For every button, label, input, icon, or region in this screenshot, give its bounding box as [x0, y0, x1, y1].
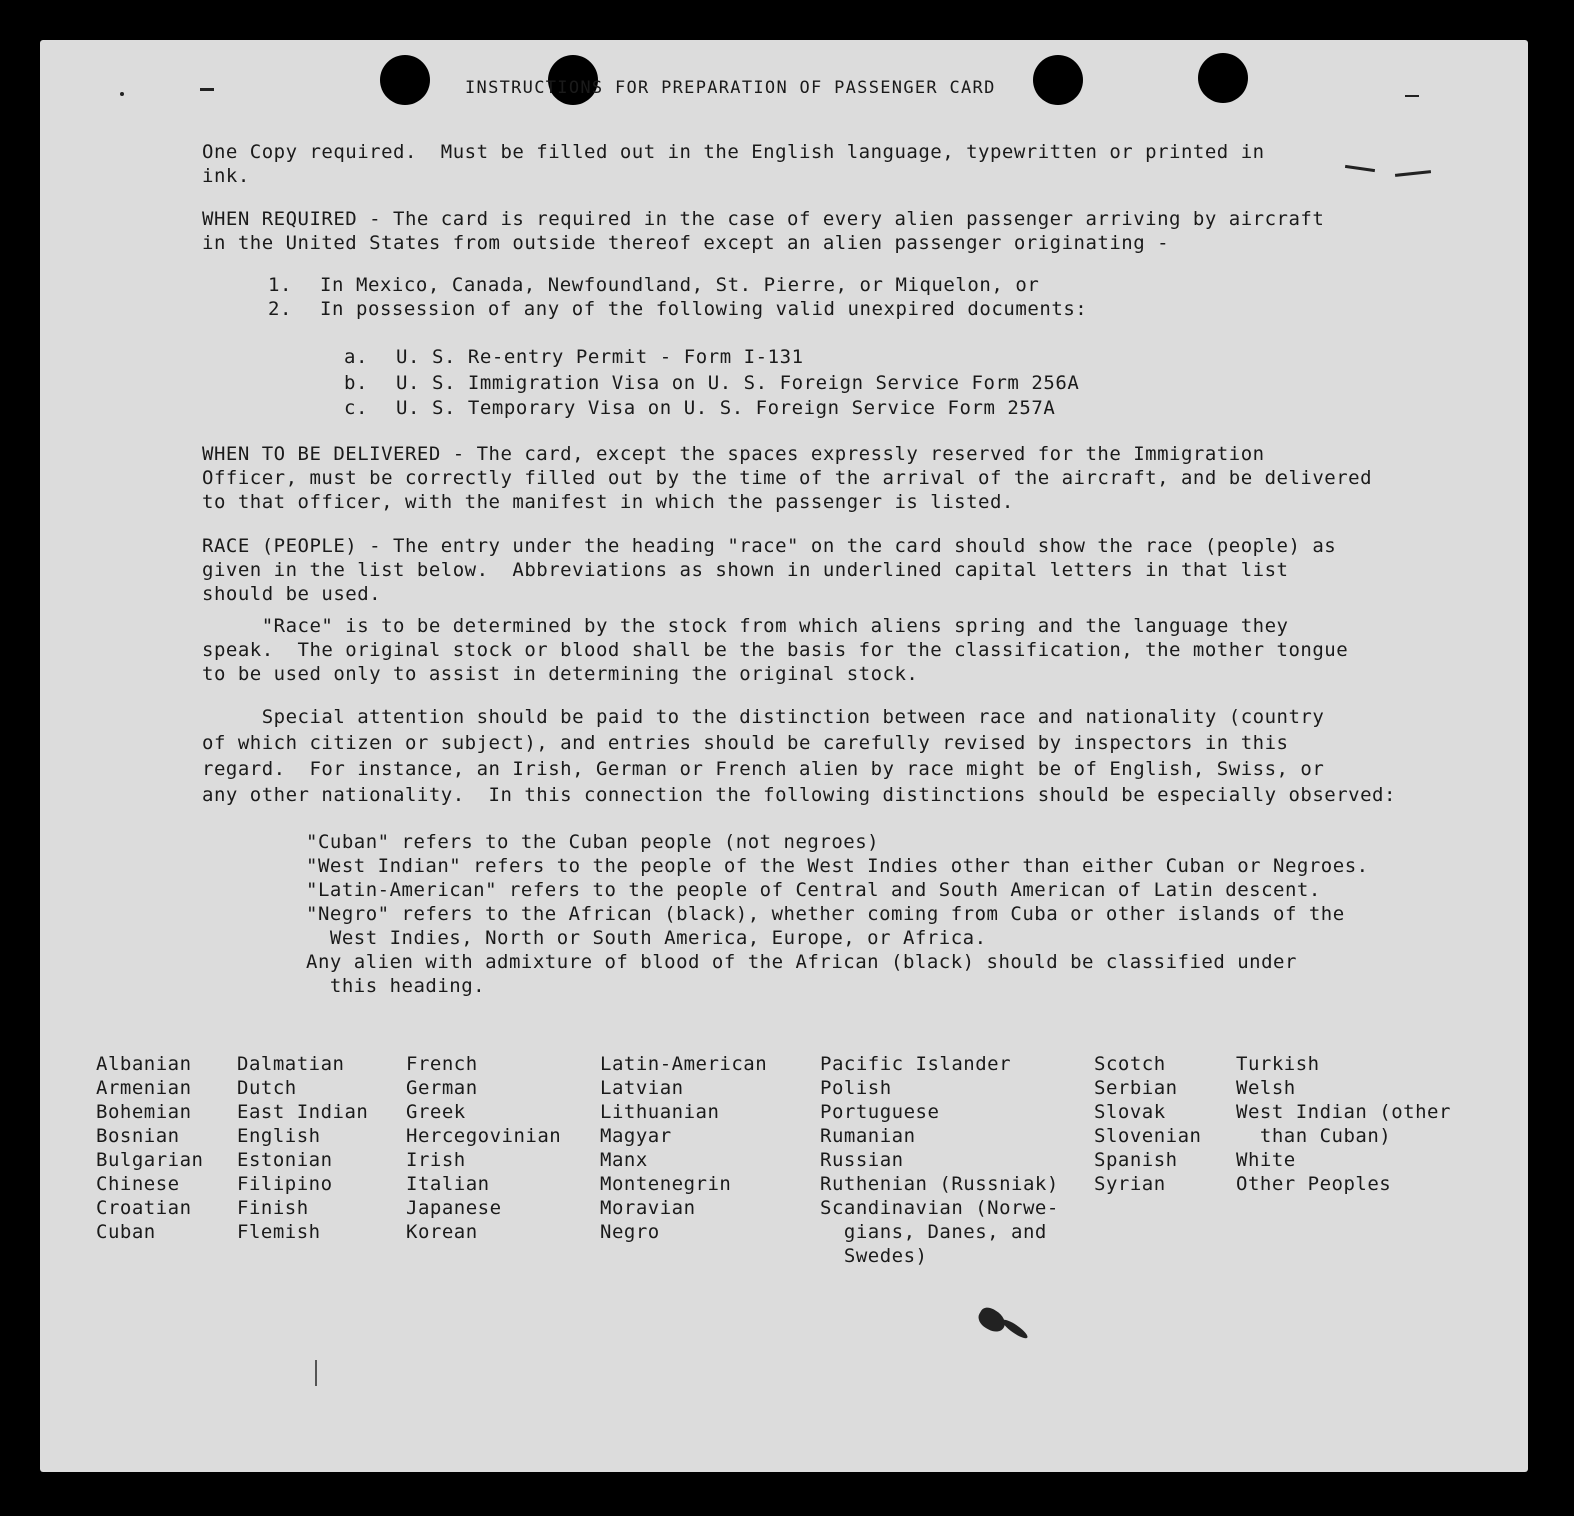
race-entry: Portuguese — [820, 1101, 940, 1123]
race-entry: Hercegovinian — [406, 1125, 562, 1147]
race-entry: Polish — [820, 1077, 892, 1099]
race-entry: Irish — [406, 1149, 466, 1171]
race-determined-paragraph: "Race" is to be determined by the stock from which aliens spring and the language they speak. The original stock or blood shall be the basis for the classification, the mother tongue to be used only to assist in determining the original stock. — [202, 615, 1349, 685]
race-entry: Japanese — [406, 1197, 502, 1219]
race-entry: Latvian — [600, 1077, 684, 1099]
race-column-6 — [1094, 1052, 1201, 1196]
race-entry: Bohemian — [96, 1101, 192, 1123]
race-entry: than Cuban) — [1236, 1125, 1392, 1147]
race-entry: Scotch — [1094, 1053, 1166, 1075]
race-entry: Ruthenian (Russniak) — [820, 1173, 1059, 1195]
ink-mark — [315, 1360, 317, 1386]
race-entry: White — [1236, 1149, 1296, 1171]
race-entry: Chinese — [96, 1173, 180, 1195]
when-required-paragraph: WHEN REQUIRED - The card is required in the case of every alien passenger arriving by aircraft in the United States from outside thereof except an alien passenger originating - — [202, 208, 1325, 254]
race-column-3 — [406, 1052, 561, 1244]
race-entry: Bosnian — [96, 1125, 180, 1147]
punch-hole — [380, 55, 430, 105]
list-item: U. S. Temporary Visa on U. S. Foreign Service Form 257A — [396, 397, 1056, 419]
race-entry: German — [406, 1077, 478, 1099]
race-entry: Estonian — [237, 1149, 333, 1171]
list-letter: c. — [344, 397, 368, 419]
race-entry: English — [237, 1125, 321, 1147]
race-entry: Greek — [406, 1101, 466, 1123]
race-entry: French — [406, 1053, 478, 1075]
list-item: U. S. Immigration Visa on U. S. Foreign Service Form 256A — [396, 372, 1080, 394]
race-entry: Slovak — [1094, 1101, 1166, 1123]
ink-mark — [200, 88, 214, 91]
race-entry: Rumanian — [820, 1125, 916, 1147]
race-entry: West Indian (other — [1236, 1101, 1451, 1123]
race-entry: Montenegrin — [600, 1173, 732, 1195]
race-entry: Dutch — [237, 1077, 297, 1099]
race-entry: Flemish — [237, 1221, 321, 1243]
list-item: In possession of any of the following valid unexpired documents: — [320, 298, 1088, 320]
list-letter: b. — [344, 372, 368, 394]
race-entry: East Indian — [237, 1101, 369, 1123]
race-entry: Spanish — [1094, 1149, 1178, 1171]
race-entry: Dalmatian — [237, 1053, 345, 1075]
when-delivered-paragraph: WHEN TO BE DELIVERED - The card, except the spaces expressly reserved for the Immigration Officer, must be correctly filled out by the time of the arrival of the aircraft, and be delivered to that officer, with the manifest in which the passenger is listed. — [202, 443, 1373, 513]
race-entry: Slovenian — [1094, 1125, 1202, 1147]
list-letter: a. — [344, 346, 368, 368]
race-entry: Negro — [600, 1221, 660, 1243]
race-entry: Italian — [406, 1173, 490, 1195]
list-item: In Mexico, Canada, Newfoundland, St. Pierre, or Miquelon, or — [320, 274, 1040, 296]
race-entry: Lithuanian — [600, 1101, 720, 1123]
race-entry: Croatian — [96, 1197, 192, 1219]
punch-hole — [1198, 53, 1248, 103]
list-item: U. S. Re-entry Permit - Form I-131 — [396, 346, 804, 368]
distinctions-list: "Cuban" refers to the Cuban people (not negroes) "West Indian" refers to the people of the West Indies other than either Cuban or Negroes. "Latin-American" refers to the people of Central and South American of Latin descent. "Negro" refers to the African (black), whether coming from Cuba or other islands of the West Indies, North or South America, Europe, or Africa. Any alien with admixture of blood of the African (black) should be classified under this heading. — [306, 831, 1369, 997]
race-column-5 — [820, 1052, 1059, 1268]
race-entry: Albanian — [96, 1053, 192, 1075]
race-entry: Armenian — [96, 1077, 192, 1099]
race-column-2 — [237, 1052, 368, 1244]
race-entry: Cuban — [96, 1221, 156, 1243]
race-entry: Welsh — [1236, 1077, 1296, 1099]
special-attention-paragraph: Special attention should be paid to the distinction between race and nationality (country of which citizen or subject), and entries should be carefully revised by inspectors in this regard. For instance, an Irish, German or French alien by race might be of English, Swiss, or any other nationality. In this connection the following distinctions should be especially observed: — [202, 706, 1396, 806]
race-entry: Russian — [820, 1149, 904, 1171]
race-entry: Finish — [237, 1197, 309, 1219]
ink-dot — [120, 92, 124, 96]
race-entry: Bulgarian — [96, 1149, 204, 1171]
race-entry: Other Peoples — [1236, 1173, 1392, 1195]
race-entry: Turkish — [1236, 1053, 1320, 1075]
race-entry: Serbian — [1094, 1077, 1178, 1099]
race-entry: Pacific Islander — [820, 1053, 1012, 1075]
race-people-paragraph: RACE (PEOPLE) - The entry under the heading "race" on the card should show the race (people) as given in the list below. Abbreviations as shown in underlined capital letters in that list should be used. — [202, 535, 1337, 605]
race-column-7 — [1236, 1052, 1451, 1196]
race-entry: Syrian — [1094, 1173, 1166, 1195]
intro-paragraph: One Copy required. Must be filled out in the English language, typewritten or printed in ink. — [202, 141, 1265, 187]
race-entry: Swedes) — [820, 1245, 928, 1267]
list-number: 2. — [268, 298, 292, 320]
race-column-1 — [96, 1052, 203, 1244]
race-entry: Latin-American — [600, 1053, 768, 1075]
race-entry: Korean — [406, 1221, 478, 1243]
ink-mark — [1405, 95, 1419, 97]
race-entry: Filipino — [237, 1173, 333, 1195]
page-title: INSTRUCTIONS FOR PREPARATION OF PASSENGER CARD — [465, 78, 996, 98]
race-column-4 — [600, 1052, 767, 1244]
race-entry: gians, Danes, and — [820, 1221, 1047, 1243]
race-entry: Scandinavian (Norwe- — [820, 1197, 1059, 1219]
race-entry: Magyar — [600, 1125, 672, 1147]
race-entry: Manx — [600, 1149, 648, 1171]
race-entry: Moravian — [600, 1197, 696, 1219]
punch-hole — [1033, 55, 1083, 105]
list-number: 1. — [268, 274, 292, 296]
